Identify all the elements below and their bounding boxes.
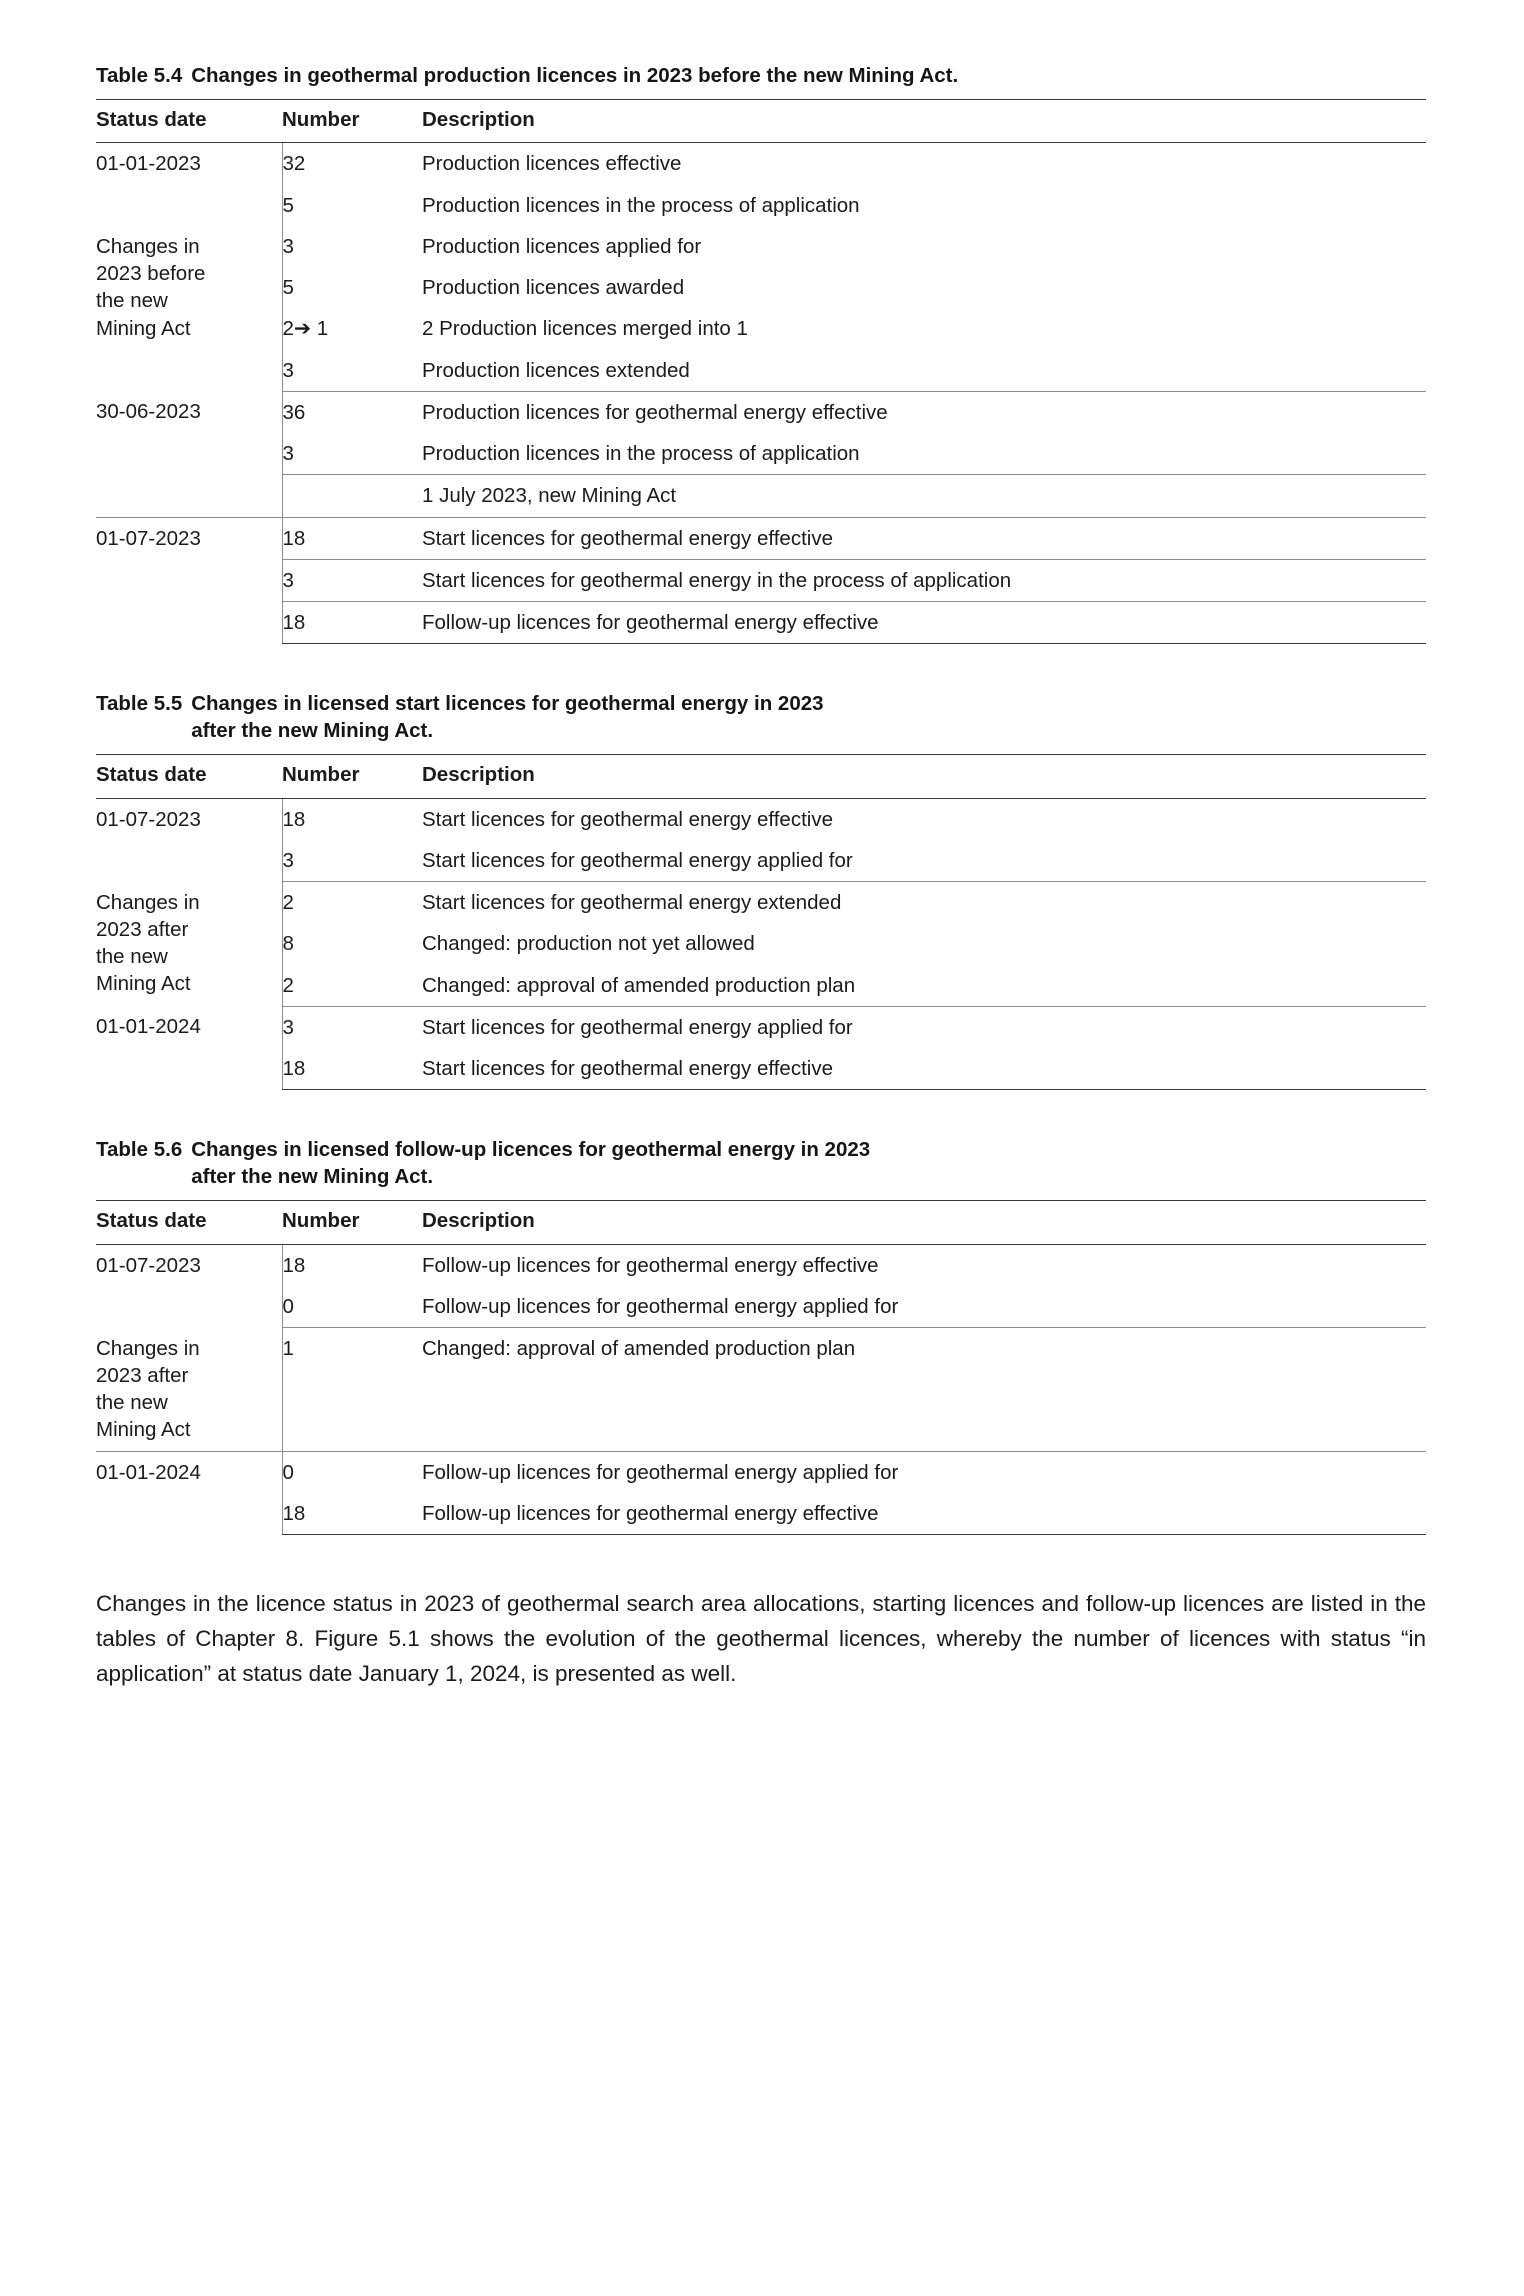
cell-description: Follow-up licences for geothermal energy effective <box>422 1253 879 1277</box>
table-row <box>96 923 1426 964</box>
table-row <box>96 1244 1426 1286</box>
cell-number: 3 <box>282 1006 422 1048</box>
table-row <box>96 517 1426 559</box>
table-5-5-label: Table 5.5 <box>96 692 183 716</box>
table-5-6-title-line1: Changes in licensed follow-up licences for geothermal energy in 2023 <box>191 1138 871 1162</box>
cell-description: Production licences in the process of application <box>422 433 1426 475</box>
column-header-status-date: Status date <box>96 100 282 143</box>
cell-description: Production licences for geothermal energy effective <box>422 400 888 424</box>
cell-number: 3 <box>282 226 422 267</box>
cell-number: 18 <box>282 517 422 559</box>
cell-status-date-group <box>96 882 282 1007</box>
table-5-6-label: Table 5.6 <box>96 1138 183 1162</box>
cell-number: 18 <box>282 1244 422 1286</box>
cell-description: Follow-up licences for geothermal energy applied for <box>422 1286 1426 1328</box>
cell-number: 0 <box>282 1286 422 1328</box>
column-header-status-date: Status date <box>96 1201 282 1244</box>
table-5-5-title <box>191 690 823 744</box>
cell-status-date: 01-01-2024 <box>96 1460 201 1484</box>
cell-status-date-group-text: Changes in 2023 after the new Mining Act <box>96 1336 200 1442</box>
cell-number: 18 <box>282 1048 422 1090</box>
cell-description: Follow-up licences for geothermal energy applied for <box>422 1460 899 1484</box>
cell-description: Start licences for geothermal energy effective <box>422 1048 1426 1090</box>
cell-status-date-group <box>96 226 282 392</box>
cell-status-date-group-text: Changes in 2023 after the new Mining Act <box>96 890 200 996</box>
column-header-number: Number <box>282 755 422 798</box>
table-row <box>96 350 1426 392</box>
arrow-right-icon: ➔ <box>293 317 312 341</box>
cell-number: 2 <box>282 965 422 1007</box>
cell-number: 18 <box>282 798 422 840</box>
cell-description: Start licences for geothermal energy effective <box>422 807 833 831</box>
table-row <box>96 1048 1426 1090</box>
table-row <box>96 433 1426 475</box>
cell-description: Follow-up licences for geothermal energy effective <box>422 602 1426 644</box>
table-row <box>96 602 1426 644</box>
cell-status-date: 01-01-2024 <box>96 1015 201 1039</box>
cell-number: 3 <box>282 433 422 475</box>
cell-number: 18 <box>282 1493 422 1535</box>
cell-number-empty <box>282 475 422 517</box>
table-row-subheading <box>96 475 1426 517</box>
cell-number: 3 <box>282 559 422 601</box>
table-row <box>96 226 1426 267</box>
table-5-5-title-line2: after the new Mining Act. <box>191 719 434 743</box>
cell-description: Changed: approval of amended production plan <box>422 965 1426 1007</box>
column-header-status-date: Status date <box>96 755 282 798</box>
table-5-5-caption <box>96 690 1428 744</box>
table-5-4 <box>96 99 1426 644</box>
cell-description: Production licences effective <box>422 152 682 176</box>
table-header-row <box>96 755 1426 798</box>
cell-number: 3 <box>282 840 422 882</box>
table-row <box>96 1493 1426 1535</box>
cell-status-date: 01-07-2023 <box>96 1253 201 1277</box>
column-header-description: Description <box>422 755 1426 798</box>
cell-description: Production licences in the process of application <box>422 193 860 217</box>
cell-subheading: 1 July 2023, new Mining Act <box>422 475 1426 517</box>
cell-description: Start licences for geothermal energy applied for <box>422 1015 853 1039</box>
table-row <box>96 143 1426 185</box>
cell-number: 2 <box>282 882 422 924</box>
cell-description: Changed: production not yet allowed <box>422 932 755 956</box>
table-5-4-caption <box>96 62 1428 89</box>
table-row <box>96 559 1426 601</box>
cell-number: 0 <box>282 1451 422 1493</box>
cell-description: 2 Production licences merged into 1 <box>422 317 748 341</box>
table-row <box>96 965 1426 1007</box>
table-row <box>96 185 1426 226</box>
table-header-row <box>96 100 1426 143</box>
column-header-description: Description <box>422 1201 1426 1244</box>
cell-number: 36 <box>282 391 422 433</box>
table-5-6-title <box>191 1136 870 1190</box>
cell-status-date-group <box>96 1328 282 1452</box>
cell-description: Production licences applied for <box>422 234 702 258</box>
table-row <box>96 1286 1426 1328</box>
column-header-number: Number <box>282 1201 422 1244</box>
cell-number: 5 <box>282 267 422 308</box>
merge-to-value: 1 <box>316 317 329 341</box>
cell-description: Production licences extended <box>422 350 1426 392</box>
cell-status-date-empty <box>96 475 282 517</box>
cell-description: Start licences for geothermal energy effective <box>422 526 833 550</box>
cell-status-date-group-text: Changes in 2023 before the new Mining Act <box>96 234 206 340</box>
cell-description: Start licences for geothermal energy extended <box>422 891 842 915</box>
cell-description: Production licences awarded <box>422 276 685 300</box>
cell-number: 5 <box>282 185 422 226</box>
cell-description: Start licences for geothermal energy in the process of application <box>422 559 1426 601</box>
table-5-5-title-line1: Changes in licensed start licences for geothermal energy in 2023 <box>191 692 824 716</box>
table-row <box>96 798 1426 840</box>
cell-status-date: 30-06-2023 <box>96 400 201 424</box>
table-5-4-label: Table 5.4 <box>96 64 183 87</box>
table-header-row <box>96 1201 1426 1244</box>
cell-number: 18 <box>282 602 422 644</box>
cell-status-date: 01-01-2023 <box>96 152 201 176</box>
cell-number: 3 <box>282 350 422 392</box>
table-5-6-caption <box>96 1136 1428 1190</box>
table-5-5-block <box>96 690 1428 1090</box>
table-5-6-title-line2: after the new Mining Act. <box>191 1165 434 1189</box>
table-row <box>96 1451 1426 1493</box>
table-row <box>96 267 1426 308</box>
cell-status-date: 01-07-2023 <box>96 526 201 550</box>
cell-number: 8 <box>282 923 422 964</box>
cell-description: Changed: approval of amended production plan <box>422 1328 1426 1452</box>
merge-from-value: 2 <box>282 317 294 341</box>
body-paragraph: Changes in the licence status in 2023 of geothermal search area allocations, starting licences and follow-up licences are listed in the tables of Chapter 8. Figure 5.1 shows the evolution of the geothermal licences, whereby the number of licences with status “in application” at status date January 1, 2024, is presented as well. <box>96 1591 1426 1686</box>
table-5-4-title: Changes in geothermal production licences in 2023 before the new Mining Act. <box>191 64 959 87</box>
table-row <box>96 308 1426 349</box>
cell-number: 32 <box>282 143 422 185</box>
table-row <box>96 840 1426 882</box>
table-5-5 <box>96 754 1426 1090</box>
table-row <box>96 1328 1426 1452</box>
table-row <box>96 391 1426 433</box>
cell-number-merged <box>282 308 422 349</box>
table-5-6-block <box>96 1136 1428 1535</box>
cell-description: Start licences for geothermal energy applied for <box>422 840 1426 882</box>
table-5-6 <box>96 1200 1426 1535</box>
cell-status-date: 01-07-2023 <box>96 807 201 831</box>
column-header-number: Number <box>282 100 422 143</box>
cell-description: Follow-up licences for geothermal energy effective <box>422 1493 1426 1535</box>
cell-number: 1 <box>282 1328 422 1452</box>
table-row <box>96 882 1426 924</box>
table-row <box>96 1006 1426 1048</box>
column-header-description: Description <box>422 100 1426 143</box>
table-5-4-block <box>96 62 1428 644</box>
